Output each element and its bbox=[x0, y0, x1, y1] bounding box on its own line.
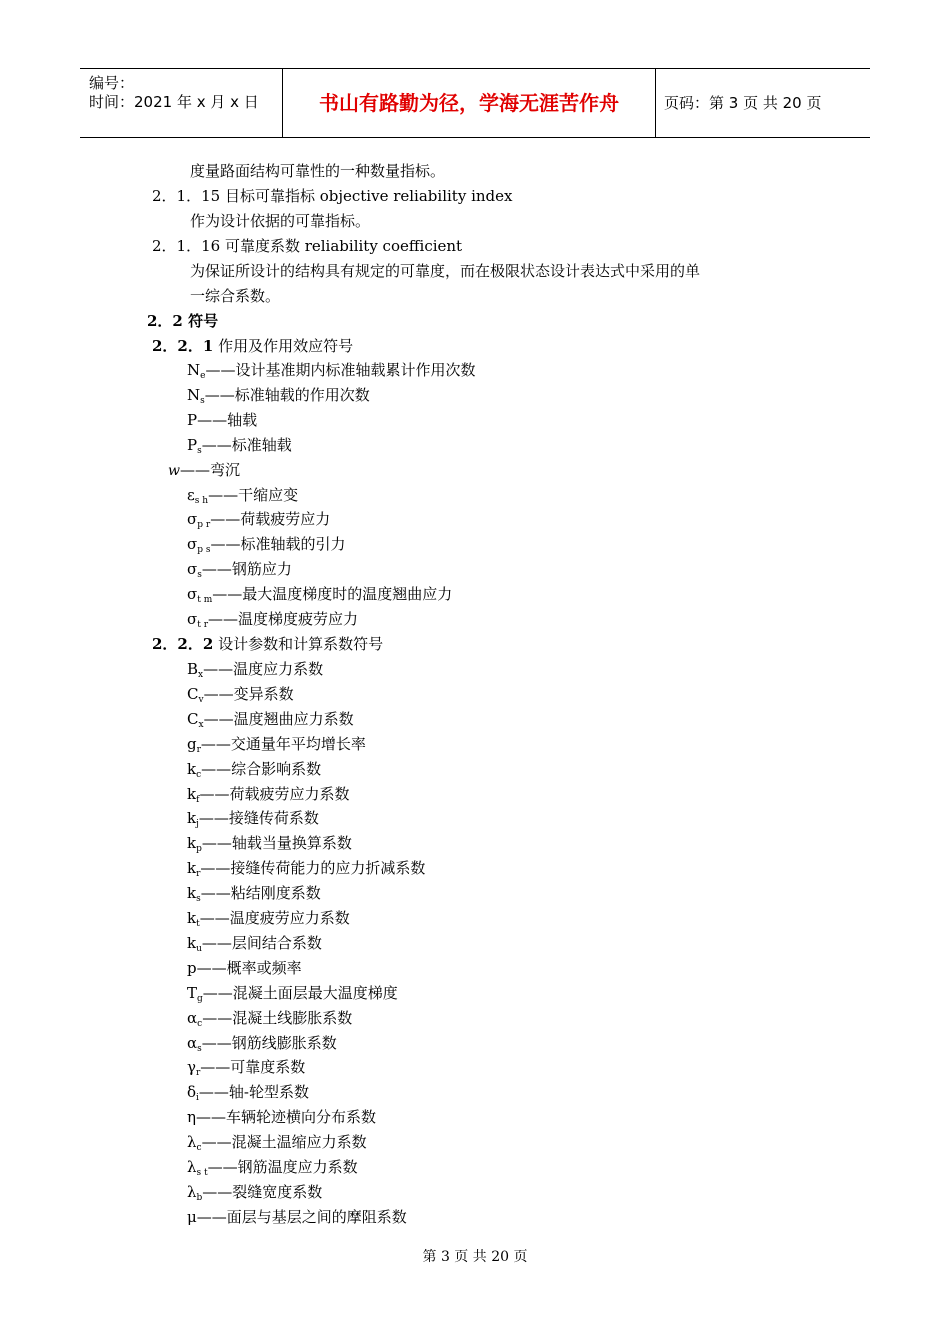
symbol-entry bbox=[187, 1033, 337, 1053]
symbol-entry bbox=[187, 1132, 367, 1152]
symbol-description: ——荷载疲劳应力 bbox=[210, 510, 331, 529]
symbol: λ bbox=[187, 1158, 197, 1176]
symbol-description: ——车辆轮迹横向分布系数 bbox=[196, 1108, 377, 1127]
subsection-heading-2-2-2 bbox=[152, 634, 383, 654]
symbol-description: ——接缝传荷能力的应力折减系数 bbox=[200, 859, 426, 878]
header-page-label: 页码：第 3 页 共 20 页 bbox=[664, 94, 822, 112]
symbol: η bbox=[187, 1108, 196, 1127]
symbol-subscript: g bbox=[197, 993, 203, 1004]
symbol-entry bbox=[187, 509, 330, 529]
symbol: λ bbox=[187, 1133, 197, 1152]
symbol-description: ——钢筋线膨胀系数 bbox=[201, 1033, 337, 1052]
clause-2-1-15: 2．1．15 目标可靠指标 objective reliability index bbox=[152, 187, 513, 205]
symbol: σ bbox=[187, 535, 198, 554]
symbol-description: ——层间结合系数 bbox=[201, 933, 322, 952]
symbol-description: ——粘结刚度系数 bbox=[200, 884, 321, 903]
symbol: α bbox=[187, 1008, 198, 1027]
symbol: k bbox=[187, 909, 197, 927]
symbol-subscript: s t bbox=[196, 1168, 208, 1178]
symbol-description: ——温度疲劳应力系数 bbox=[199, 909, 350, 927]
symbol-subscript: c bbox=[196, 769, 202, 780]
symbol-entry bbox=[187, 659, 323, 679]
symbol-subscript: t bbox=[196, 919, 200, 929]
symbol-entry bbox=[187, 534, 346, 554]
symbol-subscript: r bbox=[195, 1068, 201, 1079]
symbol: C bbox=[187, 684, 199, 703]
symbol-entry bbox=[187, 559, 292, 579]
symbol-description: ——标准轴载 bbox=[201, 435, 292, 454]
symbol-subscript: v bbox=[198, 694, 204, 705]
symbol-subscript: p bbox=[196, 844, 202, 855]
symbol-entry bbox=[187, 410, 257, 430]
symbol-subscript: s bbox=[197, 570, 202, 581]
symbol-description: ——面层与基层之间的摩阻系数 bbox=[196, 1207, 407, 1226]
symbol: k bbox=[187, 834, 197, 853]
symbol-entry bbox=[187, 908, 350, 928]
symbol: λ bbox=[187, 1182, 197, 1201]
symbol-subscript: e bbox=[200, 371, 206, 381]
symbol-subscript: s bbox=[197, 1043, 202, 1054]
header-time-label: 时间：2021 年 x 月 x 日 bbox=[89, 93, 259, 111]
symbol-entry bbox=[187, 435, 292, 455]
symbol-subscript: t m bbox=[197, 595, 213, 606]
symbol-description: ——混凝土线膨胀系数 bbox=[202, 1008, 353, 1027]
symbol-entry bbox=[187, 808, 319, 828]
symbol-description: ——温度应力系数 bbox=[203, 660, 324, 678]
symbol-description: ——钢筋应力 bbox=[201, 560, 292, 579]
symbol-subscript: p s bbox=[197, 545, 211, 556]
symbol-description: ——裂缝宽度系数 bbox=[202, 1182, 323, 1201]
symbol-description: ——弯沉 bbox=[179, 460, 240, 479]
page-footer: 第 3 页 共 20 页 bbox=[422, 1249, 528, 1265]
symbol-description: ——标准轴载的作用次数 bbox=[204, 385, 370, 404]
symbol: P bbox=[187, 435, 198, 454]
symbol-description: ——轴载当量换算系数 bbox=[201, 834, 352, 853]
symbol-subscript: r bbox=[196, 869, 201, 880]
symbol-entry bbox=[187, 684, 294, 704]
symbol: T bbox=[187, 983, 198, 1002]
symbol-subscript: t r bbox=[197, 620, 209, 630]
symbol: g bbox=[187, 734, 197, 753]
symbol-entry bbox=[187, 784, 349, 804]
header-motto: 书山有路勤为径，学海无涯苦作舟 bbox=[282, 69, 656, 137]
symbol-description: ——变异系数 bbox=[203, 684, 294, 703]
symbol-entry bbox=[187, 1008, 352, 1028]
symbol: k bbox=[187, 933, 197, 952]
symbol: σ bbox=[187, 585, 198, 604]
symbol-entry bbox=[187, 1157, 358, 1177]
symbol: k bbox=[187, 859, 197, 878]
symbol-description: ——交通量年平均增长率 bbox=[200, 734, 366, 753]
symbol: C bbox=[187, 709, 199, 728]
symbol: w bbox=[168, 462, 180, 479]
symbol-entry bbox=[187, 609, 358, 629]
symbol-entry bbox=[168, 460, 240, 481]
header-number-label: 编号： bbox=[89, 74, 135, 92]
subsection-number: 2．2．2 bbox=[152, 635, 214, 653]
symbol-entry bbox=[187, 385, 370, 405]
symbol-entry bbox=[187, 833, 352, 853]
symbol: δ bbox=[187, 1083, 197, 1102]
subsection-title: 设计参数和计算系数符号 bbox=[218, 635, 384, 653]
symbol: σ bbox=[187, 510, 198, 529]
symbol-description: ——荷载疲劳应力系数 bbox=[199, 784, 350, 803]
symbol-subscript: x bbox=[198, 719, 204, 730]
section-heading-2-2: 2．2 符号 bbox=[147, 312, 219, 330]
symbol-description: ——温度梯度疲劳应力 bbox=[208, 610, 359, 628]
symbol-description: ——接缝传荷系数 bbox=[198, 809, 319, 828]
symbol-entry bbox=[187, 709, 354, 729]
symbol-subscript: f bbox=[196, 794, 200, 805]
symbol-description: ——混凝土面层最大温度梯度 bbox=[202, 983, 398, 1002]
symbol-subscript: i bbox=[196, 1093, 199, 1104]
symbol-entry bbox=[187, 883, 321, 903]
symbol-subscript: s bbox=[197, 445, 202, 456]
symbol-entry bbox=[187, 933, 322, 953]
symbol-entry bbox=[187, 858, 425, 878]
body-line: 度量路面结构可靠性的一种数量指标。 bbox=[190, 162, 446, 180]
clause-2-1-16: 2．1．16 可靠度系数 reliability coefficient bbox=[152, 237, 463, 255]
body-line: 作为设计依据的可靠指标。 bbox=[190, 212, 371, 230]
symbol-description: ——轴-轮型系数 bbox=[198, 1083, 309, 1102]
symbol: k bbox=[187, 884, 197, 903]
symbol-entry bbox=[187, 1207, 407, 1227]
symbol-entry bbox=[187, 958, 302, 978]
symbol: σ bbox=[187, 560, 198, 579]
symbol: μ bbox=[187, 1207, 197, 1226]
symbol-subscript: x bbox=[198, 670, 204, 680]
symbol-entry bbox=[187, 1057, 305, 1077]
body-line: 为保证所设计的结构具有规定的可靠度，而在极限状态设计表达式中采用的单 bbox=[190, 262, 701, 280]
symbol-description: ——最大温度梯度时的温度翘曲应力 bbox=[212, 585, 453, 604]
symbol: k bbox=[187, 784, 197, 803]
symbol-subscript: b bbox=[196, 1192, 203, 1203]
symbol-description: ——综合影响系数 bbox=[201, 759, 322, 778]
symbol-entry bbox=[187, 983, 398, 1003]
subsection-heading-2-2-1 bbox=[152, 336, 353, 356]
symbol-description: ——混凝土温缩应力系数 bbox=[201, 1133, 367, 1152]
symbol-description: ——轴载 bbox=[197, 410, 258, 429]
symbol-description: ——设计基准期内标准轴载累计作用次数 bbox=[205, 361, 476, 379]
symbol: p bbox=[187, 958, 197, 977]
symbol-description: ——干缩应变 bbox=[208, 485, 299, 504]
symbol: σ bbox=[187, 610, 198, 628]
symbol-subscript: s bbox=[200, 395, 205, 406]
subsection-title: 作用及作用效应符号 bbox=[218, 337, 354, 355]
symbol-entry bbox=[187, 584, 452, 604]
symbol-subscript: s h bbox=[194, 495, 209, 506]
subsection-number: 2．2．1 bbox=[152, 337, 214, 355]
symbol-subscript: p r bbox=[197, 520, 211, 531]
symbol-entry bbox=[187, 1082, 309, 1102]
header-meta-cell bbox=[80, 69, 281, 137]
symbol-subscript: c bbox=[196, 1143, 202, 1154]
symbol-description: ——标准轴载的引力 bbox=[210, 535, 346, 554]
symbol-entry bbox=[187, 734, 366, 754]
symbol: γ bbox=[187, 1058, 196, 1077]
symbol-entry bbox=[187, 759, 321, 779]
symbol: B bbox=[187, 660, 199, 678]
symbol-description: ——概率或频率 bbox=[196, 958, 302, 977]
symbol-subscript: s bbox=[196, 894, 201, 905]
symbol-description: ——钢筋温度应力系数 bbox=[207, 1158, 358, 1176]
symbol: k bbox=[187, 759, 197, 778]
symbol-entry bbox=[187, 1182, 322, 1202]
page-header bbox=[80, 68, 870, 138]
symbol: k bbox=[187, 809, 197, 828]
body-line: 一综合系数。 bbox=[190, 287, 281, 305]
symbol: α bbox=[187, 1033, 198, 1052]
symbol: ε bbox=[187, 485, 195, 504]
symbol-entry bbox=[187, 1107, 376, 1127]
symbol-subscript: u bbox=[196, 943, 202, 954]
symbol-subscript: r bbox=[196, 744, 201, 755]
symbol-entry bbox=[187, 360, 475, 380]
symbol-description: ——可靠度系数 bbox=[200, 1058, 306, 1077]
symbol: N bbox=[187, 385, 201, 404]
symbol: N bbox=[187, 361, 201, 379]
symbol: P bbox=[187, 410, 198, 429]
symbol-subscript: c bbox=[197, 1018, 203, 1029]
symbol-description: ——温度翘曲应力系数 bbox=[203, 709, 354, 728]
symbol-entry bbox=[187, 485, 298, 505]
symbol-subscript: j bbox=[196, 819, 199, 830]
